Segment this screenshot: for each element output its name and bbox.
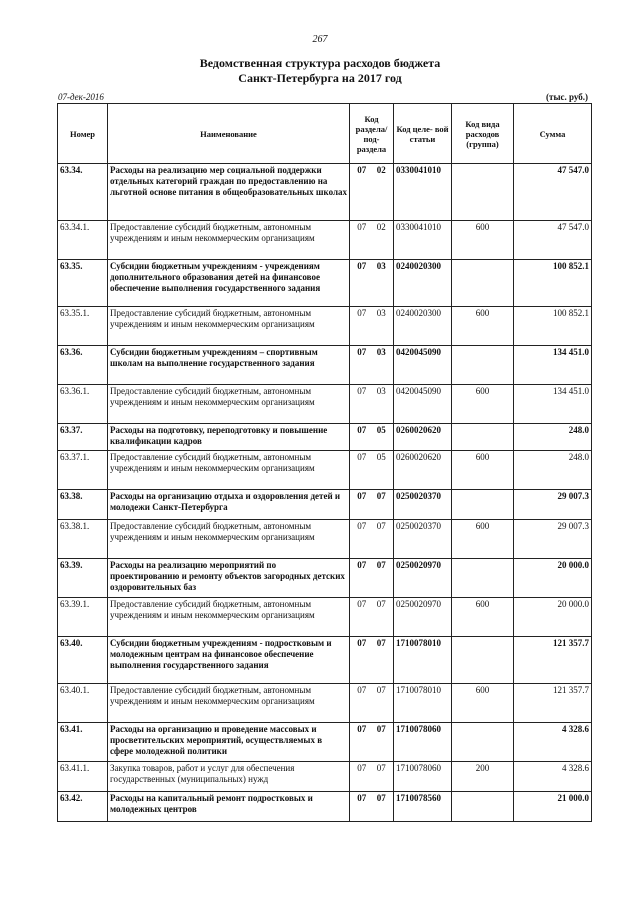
row-number: 63.39.1.: [58, 598, 108, 637]
row-number: 63.36.1.: [58, 385, 108, 424]
table-row: [58, 164, 592, 221]
section-code: 07: [357, 347, 367, 357]
row-amount: 100 852.1: [514, 307, 592, 346]
row-amount: 20 000.0: [514, 559, 592, 598]
row-amount: 134 451.0: [514, 385, 592, 424]
table-row: [58, 307, 592, 346]
subsection-code: 07: [376, 724, 386, 734]
header-name: Наименование: [108, 104, 350, 164]
section-code: 07: [357, 386, 367, 396]
section-code: 07: [357, 261, 367, 271]
subsection-code: 05: [376, 452, 386, 462]
row-name: Закупка товаров, работ и услуг для обеспечения государственных (муниципальных) нужд: [108, 762, 350, 792]
row-name: Расходы на организацию и проведение массовых и просветительских мероприятий, осуществляемых в сфере молодежной политики: [108, 723, 350, 762]
section-code: 07: [357, 638, 367, 648]
row-target-code: 1710078560: [394, 792, 452, 822]
row-target-code: 0240020300: [394, 307, 452, 346]
row-section-code: [350, 520, 394, 559]
row-expense-type: 600: [452, 307, 514, 346]
table-row: [58, 762, 592, 792]
subsection-code: 07: [376, 763, 386, 773]
subsection-code: 03: [376, 261, 386, 271]
row-section-code: [350, 598, 394, 637]
section-code: 07: [357, 222, 367, 232]
subsection-code: 07: [376, 638, 386, 648]
row-number: 63.34.: [58, 164, 108, 221]
table-row: [58, 385, 592, 424]
row-target-code: 0330041010: [394, 221, 452, 260]
section-code: 07: [357, 763, 367, 773]
units-label: (тыс. руб.): [546, 92, 588, 102]
row-expense-type: [452, 559, 514, 598]
table-row: [58, 559, 592, 598]
row-section-code: [350, 424, 394, 451]
subsection-code: 07: [376, 560, 386, 570]
table-body: [58, 164, 592, 822]
row-name: Предоставление субсидий бюджетным, автономным учреждениям и иным некоммерческим организациям: [108, 520, 350, 559]
section-code: 07: [357, 724, 367, 734]
row-name: Расходы на капитальный ремонт подростковых и молодежных центров: [108, 792, 350, 822]
row-expense-type: 600: [452, 385, 514, 424]
row-expense-type: 600: [452, 451, 514, 490]
subsection-code: 07: [376, 521, 386, 531]
row-target-code: 0420045090: [394, 385, 452, 424]
row-target-code: 1710078010: [394, 637, 452, 684]
row-number: 63.38.: [58, 490, 108, 520]
row-number: 63.41.: [58, 723, 108, 762]
row-section-code: [350, 490, 394, 520]
row-expense-type: 600: [452, 520, 514, 559]
subsection-code: 03: [376, 347, 386, 357]
row-section-code: [350, 385, 394, 424]
header-expense-type-code: Код вида расходов (группа): [452, 104, 514, 164]
row-expense-type: [452, 723, 514, 762]
row-section-code: [350, 346, 394, 385]
table-row: [58, 260, 592, 307]
row-section-code: [350, 221, 394, 260]
row-name: Субсидии бюджетным учреждениям - учреждениям дополнительного образования детей на финансовое обеспечение выполнения государственного задания: [108, 260, 350, 307]
row-section-code: [350, 260, 394, 307]
row-section-code: [350, 684, 394, 723]
row-name: Субсидии бюджетным учреждениям – спортивным школам на выполнение государственного задания: [108, 346, 350, 385]
row-number: 63.36.: [58, 346, 108, 385]
section-code: 07: [357, 793, 367, 803]
row-expense-type: 600: [452, 221, 514, 260]
table-row: [58, 346, 592, 385]
row-target-code: 0250020970: [394, 598, 452, 637]
row-number: 63.40.1.: [58, 684, 108, 723]
subsection-code: 07: [376, 685, 386, 695]
row-name: Предоставление субсидий бюджетным, автономным учреждениям и иным некоммерческим организациям: [108, 684, 350, 723]
title-line-1: Ведомственная структура расходов бюджета: [199, 56, 441, 70]
row-name: Расходы на реализацию мероприятий по проектированию и ремонту объектов загородных детских оздоровительных баз: [108, 559, 350, 598]
row-target-code: 1710078060: [394, 723, 452, 762]
row-number: 63.37.1.: [58, 451, 108, 490]
row-name: Предоставление субсидий бюджетным, автономным учреждениям и иным некоммерческим организациям: [108, 385, 350, 424]
subsection-code: 02: [376, 165, 386, 175]
row-section-code: [350, 451, 394, 490]
row-number: 63.34.1.: [58, 221, 108, 260]
title-line-2: Санкт-Петербурга на 2017 год: [238, 71, 402, 85]
row-section-code: [350, 723, 394, 762]
row-target-code: 0260020620: [394, 424, 452, 451]
document-date: 07-дек-2016: [58, 92, 104, 102]
row-target-code: 0250020370: [394, 520, 452, 559]
row-expense-type: 200: [452, 762, 514, 792]
page-number: 267: [312, 34, 328, 45]
row-expense-type: 600: [452, 598, 514, 637]
row-number: 63.35.: [58, 260, 108, 307]
row-number: 63.40.: [58, 637, 108, 684]
row-number: 63.37.: [58, 424, 108, 451]
table-row: [58, 221, 592, 260]
row-expense-type: [452, 346, 514, 385]
row-expense-type: [452, 424, 514, 451]
subsection-code: 03: [376, 308, 386, 318]
table-row: [58, 451, 592, 490]
row-expense-type: [452, 490, 514, 520]
row-amount: 248.0: [514, 451, 592, 490]
row-expense-type: 600: [452, 684, 514, 723]
header-target-code: Код целе- вой статьи: [394, 104, 452, 164]
row-number: 63.35.1.: [58, 307, 108, 346]
table-row: [58, 424, 592, 451]
row-target-code: 1710078060: [394, 762, 452, 792]
subsection-code: 03: [376, 386, 386, 396]
row-expense-type: [452, 164, 514, 221]
row-expense-type: [452, 792, 514, 822]
row-number: 63.38.1.: [58, 520, 108, 559]
row-expense-type: [452, 637, 514, 684]
header-number: Номер: [58, 104, 108, 164]
row-name: Предоставление субсидий бюджетным, автономным учреждениям и иным некоммерческим организациям: [108, 598, 350, 637]
row-section-code: [350, 637, 394, 684]
subsection-code: 02: [376, 222, 386, 232]
row-number: 63.39.: [58, 559, 108, 598]
row-amount: 4 328.6: [514, 762, 592, 792]
table-row: [58, 490, 592, 520]
section-code: 07: [357, 425, 367, 435]
row-amount: 248.0: [514, 424, 592, 451]
row-name: Предоставление субсидий бюджетным, автономным учреждениям и иным некоммерческим организациям: [108, 307, 350, 346]
row-amount: 20 000.0: [514, 598, 592, 637]
row-section-code: [350, 307, 394, 346]
row-target-code: 0330041010: [394, 164, 452, 221]
table-row: [58, 520, 592, 559]
header-amount: Сумма: [514, 104, 592, 164]
row-amount: 21 000.0: [514, 792, 592, 822]
subsection-code: 07: [376, 793, 386, 803]
row-name: Расходы на подготовку, переподготовку и повышение квалификации кадров: [108, 424, 350, 451]
subsection-code: 05: [376, 425, 386, 435]
row-amount: 4 328.6: [514, 723, 592, 762]
row-name: Предоставление субсидий бюджетным, автономным учреждениям и иным некоммерческим организациям: [108, 451, 350, 490]
row-name: Субсидии бюджетным учреждениям - подростковым и молодежным центрам на финансовое обеспечение выполнения государственного задания: [108, 637, 350, 684]
section-code: 07: [357, 560, 367, 570]
row-target-code: 0250020970: [394, 559, 452, 598]
section-code: 07: [357, 685, 367, 695]
row-amount: 121 357.7: [514, 637, 592, 684]
row-amount: 47 547.0: [514, 164, 592, 221]
row-amount: 29 007.3: [514, 520, 592, 559]
section-code: 07: [357, 491, 367, 501]
table-header-row: [58, 104, 592, 164]
row-amount: 100 852.1: [514, 260, 592, 307]
row-amount: 29 007.3: [514, 490, 592, 520]
section-code: 07: [357, 599, 367, 609]
row-amount: 121 357.7: [514, 684, 592, 723]
row-number: 63.42.: [58, 792, 108, 822]
table-row: [58, 792, 592, 822]
row-name: Расходы на организацию отдыха и оздоровления детей и молодежи Санкт-Петербурга: [108, 490, 350, 520]
section-code: 07: [357, 165, 367, 175]
table-row: [58, 723, 592, 762]
header-section-code: Код раздела/ под- раздела: [350, 104, 394, 164]
row-expense-type: [452, 260, 514, 307]
row-amount: 47 547.0: [514, 221, 592, 260]
row-section-code: [350, 559, 394, 598]
subsection-code: 07: [376, 491, 386, 501]
row-number: 63.41.1.: [58, 762, 108, 792]
row-section-code: [350, 792, 394, 822]
section-code: 07: [357, 521, 367, 531]
row-target-code: 0260020620: [394, 451, 452, 490]
row-target-code: 0420045090: [394, 346, 452, 385]
budget-table: [57, 103, 592, 822]
row-section-code: [350, 762, 394, 792]
row-name: Предоставление субсидий бюджетным, автономным учреждениям и иным некоммерческим организациям: [108, 221, 350, 260]
table-row: [58, 684, 592, 723]
subsection-code: 07: [376, 599, 386, 609]
row-section-code: [350, 164, 394, 221]
row-amount: 134 451.0: [514, 346, 592, 385]
document-title: [0, 56, 640, 86]
row-target-code: 0250020370: [394, 490, 452, 520]
section-code: 07: [357, 308, 367, 318]
section-code: 07: [357, 452, 367, 462]
table-row: [58, 637, 592, 684]
row-name: Расходы на реализацию мер социальной поддержки отдельных категорий граждан по предоставлению на льготной основе питания в общеобразовательных школах: [108, 164, 350, 221]
row-target-code: 1710078010: [394, 684, 452, 723]
row-target-code: 0240020300: [394, 260, 452, 307]
table-row: [58, 598, 592, 637]
